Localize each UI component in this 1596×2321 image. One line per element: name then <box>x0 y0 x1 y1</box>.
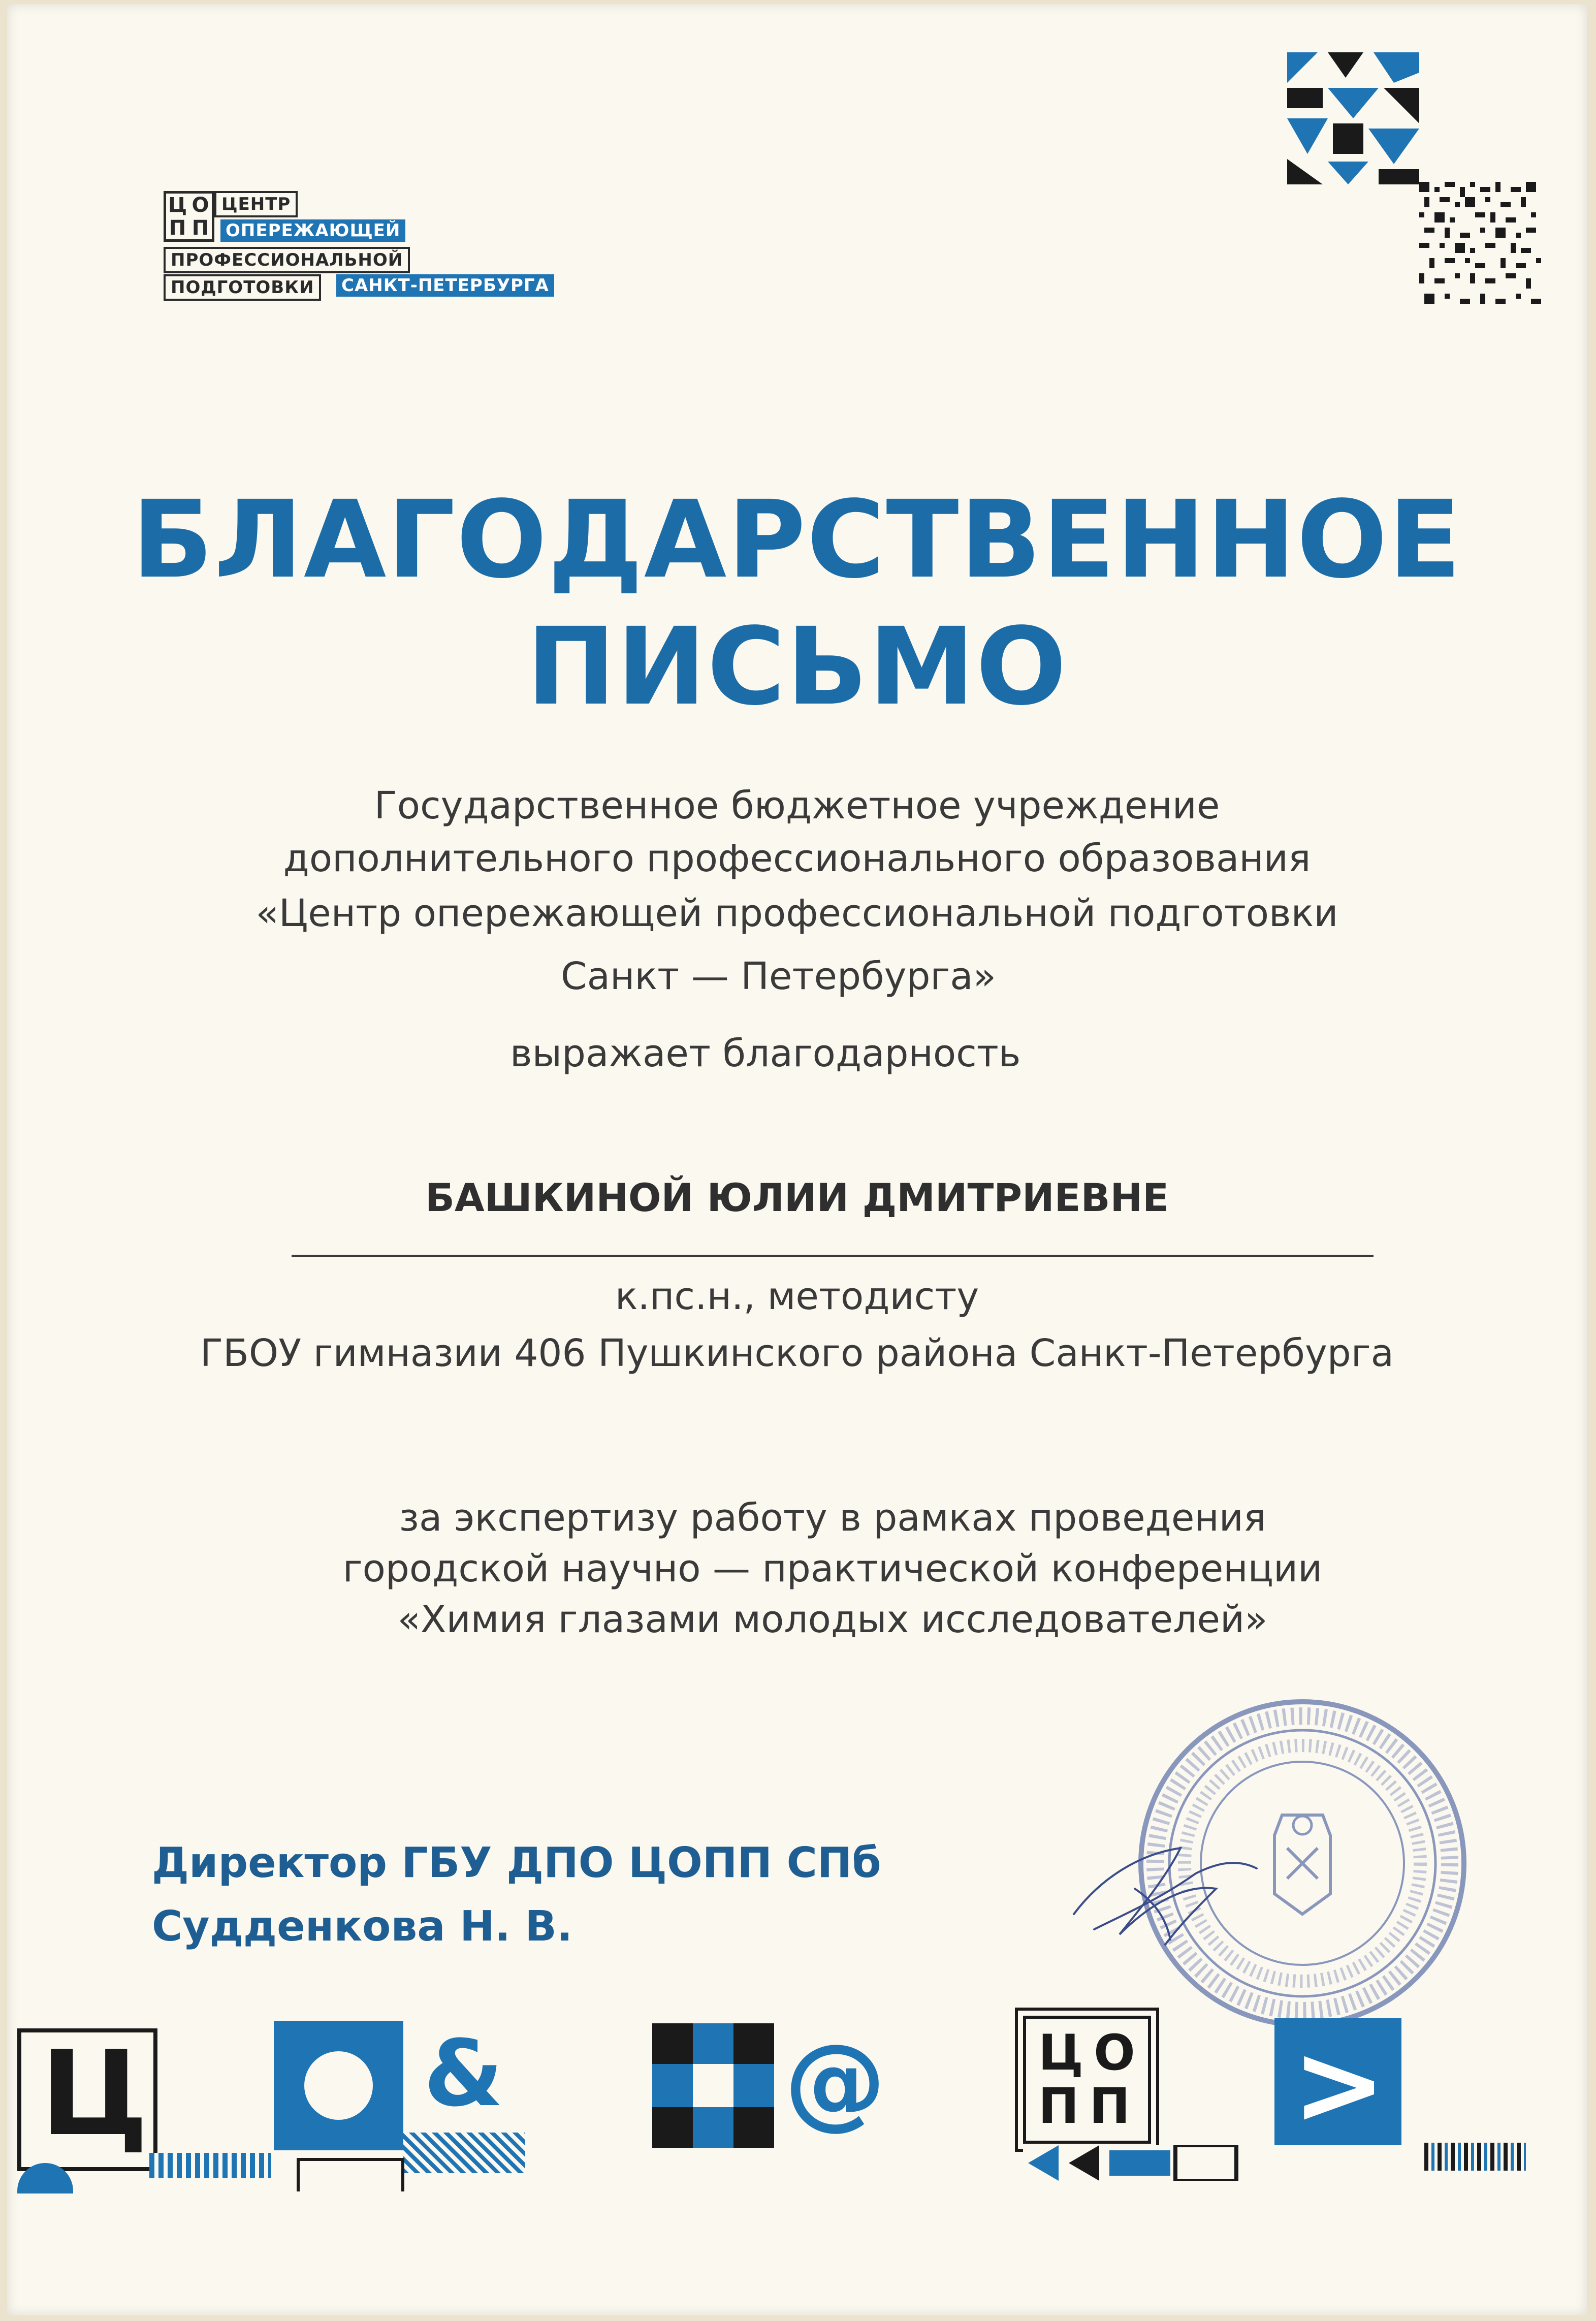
footer-checker-center <box>693 2064 733 2107</box>
footer-checker-bottom <box>693 2107 733 2148</box>
issuer-line-3: «Центр опережающей профессиональной подготовки <box>256 892 1338 935</box>
footer-arrows-strip <box>1023 2145 1247 2181</box>
logo-letter: О <box>191 193 209 217</box>
footer-checker-left <box>652 2064 693 2107</box>
footer-checker-right <box>733 2064 774 2107</box>
chevron-right-icon: > <box>1292 2019 1386 2149</box>
reason-line-3: «Химия глазами молодых исследователей» <box>397 1598 1268 1641</box>
pattern-icon <box>1287 52 1419 184</box>
at-sign-icon: @ <box>784 2022 886 2141</box>
recipient-organization: ГБОУ гимназии 406 Пушкинского района Санкт-Петербурга <box>200 1331 1394 1375</box>
signer-name: Судденкова Н. В. <box>152 1902 573 1951</box>
logo-letter: Ц <box>168 193 187 217</box>
signer-title: Директор ГБУ ДПО ЦОПП СПб <box>152 1839 881 1887</box>
footer-copp-letter: П <box>1038 2078 1090 2135</box>
letter-sheet <box>7 4 1587 2315</box>
reason-line-2: городской научно — практической конференции <box>342 1547 1323 1591</box>
issuer-line-4: Санкт — Петербурга» <box>561 955 996 998</box>
footer-checker-top <box>693 2023 733 2064</box>
footer-circle-icon <box>304 2051 373 2120</box>
recipient-name: БАШКИНОЙ ЮЛИИ ДМИТРИЕВНЕ <box>425 1175 1169 1220</box>
logo-mark <box>164 191 214 242</box>
issuer-line-2: дополнительного профессионального образования <box>283 837 1311 880</box>
footer-stripes-2 <box>1424 2143 1526 2171</box>
logo-line-1: ЦЕНТР <box>214 191 298 217</box>
qr-code-icon <box>1419 182 1541 309</box>
ampersand-icon: & <box>424 2021 503 2127</box>
footer-copp-letter: О <box>1094 2024 1145 2081</box>
document-title-line-2: ПИСЬМО <box>526 605 1068 729</box>
recipient-position: к.пс.н., методисту <box>615 1275 979 1318</box>
expresses-gratitude: выражает благодарность <box>510 1032 1021 1075</box>
footer-copp-letter: Ц <box>1038 2024 1094 2081</box>
footer-hatch <box>403 2133 525 2173</box>
footer-stripes-1 <box>149 2153 271 2178</box>
reason-line-1: за экспертизу работу в рамках проведения <box>399 1496 1266 1540</box>
footer-copp-letter: П <box>1089 2078 1140 2135</box>
recipient-underline <box>292 1255 1374 1257</box>
footer-outline-box <box>297 2158 404 2191</box>
footer-glyph-c: Ц <box>40 2026 149 2162</box>
logo-letter: П <box>191 216 209 240</box>
footer-copp-row-2 <box>1038 2078 1140 2135</box>
issuer-line-1: Государственное бюджетное учреждение <box>374 784 1220 828</box>
logo-line-3: ПРОФЕССИОНАЛЬНОЙ <box>164 247 410 273</box>
footer-copp-row-1 <box>1038 2024 1145 2081</box>
document-title-line-1: БЛАГОДАРСТВЕННОЕ <box>132 478 1462 602</box>
logo-line-4: ПОДГОТОВКИ <box>164 274 321 301</box>
logo-line-2: ОПЕРЕЖАЮЩЕЙ <box>220 219 405 242</box>
logo-line-5: САНКТ-ПЕТЕРБУРГА <box>336 274 554 297</box>
logo-letter: П <box>169 216 186 240</box>
handwritten-signature-icon <box>1064 1813 1277 1965</box>
